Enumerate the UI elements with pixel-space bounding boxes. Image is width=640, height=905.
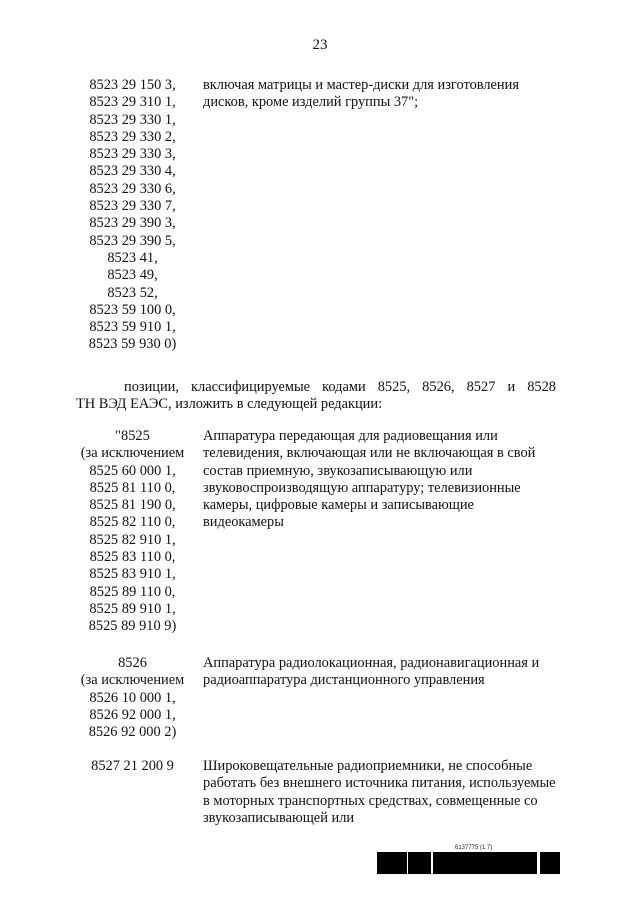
code-line: 8523 59 930 0) bbox=[88, 336, 177, 353]
code-line: 8525 81 110 0, bbox=[89, 479, 176, 496]
code-line: 8523 41, bbox=[107, 249, 158, 266]
row-description: Аппаратура радиолокационная, радионавигационная и радиоаппаратура дистанционного управления bbox=[203, 655, 540, 689]
code-line: 8525 60 000 1, bbox=[89, 462, 176, 479]
intro-line-1: позиции, классифицируемые кодами 8525, 8526, 8527 и 8528 bbox=[124, 379, 556, 395]
code-line: 8523 29 310 1, bbox=[89, 94, 176, 111]
code-list bbox=[76, 758, 189, 775]
code-line: 8525 82 910 1, bbox=[89, 531, 176, 548]
code-line: 8527 21 200 9 bbox=[91, 758, 174, 774]
code-line: 8525 81 190 0, bbox=[89, 497, 176, 514]
row-description: включая матрицы и мастер-диски для изготовления дисков, кроме изделий группы 37"; bbox=[203, 77, 519, 111]
code-line: 8523 59 910 1, bbox=[89, 319, 176, 336]
barcode-image bbox=[376, 852, 560, 874]
code-line: 8525 89 910 9) bbox=[88, 618, 177, 635]
document-code: 6137775 (1.7) bbox=[455, 845, 493, 851]
row-description: Широковещательные радиоприемники, не способные работать без внешнего источника питания, используемые в моторных транспортных средствах, совмещенные со звукозаписывающей или bbox=[203, 758, 556, 826]
code-line: 8523 29 390 3, bbox=[89, 215, 176, 232]
intro-paragraph bbox=[76, 379, 556, 414]
code-list bbox=[76, 77, 189, 354]
code-line: 8523 29 330 2, bbox=[89, 128, 176, 145]
code-line: 8525 89 910 1, bbox=[89, 600, 176, 617]
code-line: 8526 92 000 2) bbox=[88, 724, 177, 741]
code-line: 8523 29 330 1, bbox=[89, 111, 176, 128]
row-description: Аппаратура передающая для радиовещания или телевидения, включающая или не включающая в свой состав приемную, звукозаписывающую или звуковоспроизводящую аппаратуру; телевизионные камеры, цифровые камеры и записывающие видеокамеры bbox=[203, 428, 536, 531]
code-line: 8523 29 330 3, bbox=[89, 146, 176, 163]
code-line: (за исключением bbox=[80, 445, 185, 462]
code-line: 8525 83 910 1, bbox=[89, 566, 176, 583]
code-line: 8523 29 330 4, bbox=[89, 163, 176, 180]
code-line: 8523 29 330 6, bbox=[89, 180, 176, 197]
intro-line-2: ТН ВЭД ЕАЭС, изложить в следующей редакции: bbox=[76, 396, 383, 413]
code-line: 8525 89 110 0, bbox=[89, 583, 176, 600]
code-line: 8523 59 100 0, bbox=[89, 301, 176, 318]
code-list bbox=[76, 655, 189, 741]
code-line: (за исключением bbox=[80, 672, 185, 689]
code-line: 8526 92 000 1, bbox=[89, 706, 176, 723]
code-line: 8523 29 150 3, bbox=[89, 77, 176, 93]
code-line: 8526 bbox=[118, 655, 147, 671]
page-number: 23 bbox=[312, 37, 328, 53]
code-line: 8523 52, bbox=[107, 284, 158, 301]
code-list bbox=[76, 428, 189, 636]
code-line: 8523 29 390 5, bbox=[89, 232, 176, 249]
code-line: 8523 29 330 7, bbox=[89, 198, 176, 215]
code-line: 8526 10 000 1, bbox=[89, 689, 176, 706]
code-line: 8525 82 110 0, bbox=[89, 514, 176, 531]
code-line: 8523 49, bbox=[107, 267, 158, 284]
code-line: "8525 bbox=[115, 428, 150, 444]
code-line: 8525 83 110 0, bbox=[89, 549, 176, 566]
